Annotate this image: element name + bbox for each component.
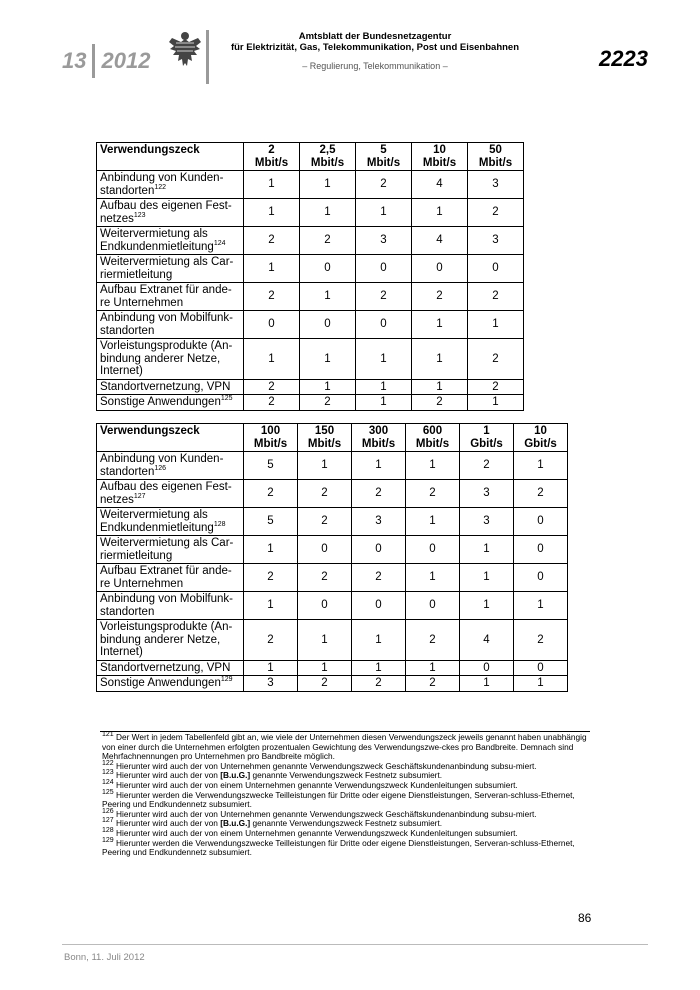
row-label [97,508,244,536]
footnote-number: 128 [102,827,114,835]
footnote-number: 124 [102,779,114,787]
column-header-bandwidth [244,143,300,171]
footnote-text: genannte Verwendungszweck Festnetz subsumiert. [250,818,443,829]
footnote-text: genannte Verwendungszweck Festnetz subsumiert. [250,770,443,781]
table-row [97,676,568,692]
bandwidth-unit: Gbit/s [524,437,557,450]
value-cell: 0 [406,536,460,564]
row-label-line: Aufbau Extranet für ande- [100,565,232,577]
value-cell: 2 [356,171,412,199]
row-label-line: standorten [100,324,155,337]
table-header-row [97,424,568,452]
value-cell: 0 [298,536,352,564]
value-cell: 0 [460,660,514,676]
column-header-bandwidth [514,424,568,452]
value-cell: 0 [514,536,568,564]
column-header-bandwidth [352,424,406,452]
table-row [97,255,524,283]
value-cell: 1 [468,311,524,339]
value-cell: 3 [468,227,524,255]
table-row [97,379,524,395]
row-label-line: Internet) [100,646,143,658]
row-label [97,395,244,411]
row-label-line: Standortvernetzung, VPN [100,661,231,674]
bandwidth-unit: Mbit/s [307,437,342,450]
title-line-2: für Elektrizität, Gas, Telekommunikation, Post und Eisenbahnen [230,42,520,53]
value-cell: 2 [298,480,352,508]
footnote [102,836,594,858]
value-cell: 0 [298,592,352,620]
footnote [102,788,594,810]
footnote [102,733,594,762]
bandwidth-value: 10 [534,425,547,437]
footnote-number: 127 [102,817,114,825]
footnote-number: 126 [102,807,114,815]
bandwidth-table-1 [96,142,524,411]
value-cell: 1 [514,452,568,480]
footnote-text: Hierunter wird auch der von Unternehmen genannte Verwendungszweck Geschäftskundenanbindung subsu-miert. [116,760,537,771]
table-row [97,508,568,536]
value-cell: 2 [514,620,568,661]
row-label [97,379,244,395]
title-line-1: Amtsblatt der Bundesnetzagentur [298,31,452,42]
value-cell: 2 [298,676,352,692]
value-cell: 1 [244,171,300,199]
row-label [97,452,244,480]
value-cell: 3 [460,480,514,508]
value-cell: 1 [352,620,406,661]
column-header-bandwidth [298,424,352,452]
row-label-line: Anbindung von Kunden- [100,172,224,184]
value-cell: 1 [406,564,460,592]
bandwidth-value: 2,5 [319,144,336,156]
value-cell: 2 [468,379,524,395]
row-label [97,171,244,199]
value-cell: 2 [244,379,300,395]
federal-eagle-icon [168,30,202,68]
value-cell: 2 [244,283,300,311]
value-cell: 0 [406,592,460,620]
footnote-number: 123 [102,769,114,777]
value-cell: 4 [412,227,468,255]
row-label-line: Standortvernetzung, VPN [100,380,231,393]
footnote-text: Hierunter wird auch der von [116,818,221,829]
column-header-bandwidth [468,143,524,171]
value-cell: 2 [468,199,524,227]
value-cell: 1 [514,676,568,692]
footnote-reference[interactable]: 122 [154,183,167,191]
value-cell: 3 [468,171,524,199]
page-number: 86 [578,911,592,925]
table-header-row [97,143,524,171]
footnote-text: Hierunter wird auch der von einem Unternehmen genannte Verwendungszweck Kundenleitungen subsumiert. [116,779,518,790]
row-label-line: Anbindung von Kunden- [100,453,224,465]
row-label-line: re Unternehmen [100,296,184,309]
publication-title [220,31,530,53]
bandwidth-unit: Gbit/s [470,437,503,450]
value-cell: 3 [356,227,412,255]
value-cell: 1 [300,379,356,395]
value-cell: 5 [244,508,298,536]
footnote-number: 122 [102,760,114,768]
value-cell: 1 [412,199,468,227]
footnote-emphasis: [B.u.G.] [220,818,251,829]
value-cell: 1 [244,660,298,676]
table-row [97,592,568,620]
value-cell: 2 [412,395,468,411]
row-label-line: Weitervermietung als [100,228,208,240]
footnote-number: 129 [102,836,114,844]
value-cell: 2 [244,564,298,592]
footnote-text: Hierunter wird auch der von [116,770,221,781]
value-cell: 1 [300,339,356,380]
footnote-reference[interactable]: 128 [213,520,226,528]
value-cell: 2 [356,283,412,311]
value-cell: 2 [352,676,406,692]
value-cell: 1 [244,255,300,283]
row-label-line: Anbindung von Mobilfunk- [100,593,233,605]
value-cell: 1 [406,660,460,676]
row-label [97,255,244,283]
value-cell: 0 [514,660,568,676]
value-cell: 3 [352,508,406,536]
value-cell: 0 [244,311,300,339]
table-row [97,171,524,199]
value-cell: 1 [460,676,514,692]
column-header-purpose: Verwendungszeck [97,424,244,452]
column-header-bandwidth [460,424,514,452]
footnote-reference[interactable]: 124 [213,239,226,247]
value-cell: 1 [298,620,352,661]
footnote-reference[interactable]: 126 [154,464,167,472]
value-cell: 0 [356,255,412,283]
value-cell: 0 [352,592,406,620]
value-cell: 2 [468,339,524,380]
column-header-bandwidth [356,143,412,171]
value-cell: 2 [406,480,460,508]
value-cell: 0 [514,508,568,536]
bandwidth-value: 1 [483,425,490,437]
row-label-line: riermietleitung [100,549,173,562]
row-label [97,311,244,339]
table-row [97,452,568,480]
row-label-line: standorten [100,184,155,197]
bandwidth-value: 150 [314,425,335,437]
value-cell: 1 [244,536,298,564]
bandwidth-value: 600 [422,425,443,437]
bandwidth-unit: Mbit/s [422,156,457,169]
row-label-line: standorten [100,605,155,618]
value-cell: 2 [352,564,406,592]
table-row [97,480,568,508]
column-header-bandwidth [406,424,460,452]
bandwidth-unit: Mbit/s [415,437,450,450]
row-label-line: netzes [100,212,134,225]
row-label-line: Weitervermietung als Car- [100,256,234,268]
row-label-line: Weitervermietung als [100,509,208,521]
footnote-emphasis: [B.u.G.] [220,770,251,781]
value-cell: 1 [300,283,356,311]
value-cell: 2 [300,395,356,411]
row-label [97,536,244,564]
row-label-line: Sonstige Anwendungen [100,677,221,689]
row-label [97,660,244,676]
table-row [97,199,524,227]
value-cell: 1 [406,452,460,480]
value-cell: 2 [298,508,352,536]
issue-number: 13 [62,48,87,73]
value-cell: 2 [244,395,300,411]
column-header-bandwidth [244,424,298,452]
value-cell: 1 [244,199,300,227]
row-label-line: Endkundenmietleitung [100,521,214,534]
value-cell: 0 [300,255,356,283]
row-label-line: Anbindung von Mobilfunk- [100,312,233,324]
row-label-line: Vorleistungsprodukte (An- [100,621,233,633]
bandwidth-value: 50 [489,144,502,156]
value-cell: 4 [460,620,514,661]
row-label [97,564,244,592]
bandwidth-value: 300 [368,425,389,437]
value-cell: 3 [460,508,514,536]
footnote-text: Hierunter werden die Verwendungszwecke Teilleistungen für Dritte oder eigene Dienstleistungen, Serveran-schluss-Ethernet, Peering und Endkundennetz subsumiert. [102,789,575,810]
value-cell: 1 [412,311,468,339]
table-row [97,660,568,676]
table-row [97,339,524,380]
issue-label [62,44,150,78]
page-number-top: 2223 [599,46,648,71]
table-row [97,283,524,311]
row-label [97,592,244,620]
table-row [97,227,524,255]
value-cell: 1 [412,339,468,380]
footnotes [102,733,594,858]
bandwidth-unit: Mbit/s [361,437,396,450]
value-cell: 2 [352,480,406,508]
row-label-line: Weitervermietung als Car- [100,537,234,549]
bandwidth-table-2 [96,423,568,692]
footnote-number: 121 [102,731,114,739]
table-row [97,395,524,411]
table-row [97,564,568,592]
bandwidth-unit: Mbit/s [366,156,401,169]
value-cell: 2 [460,452,514,480]
column-header-purpose: Verwendungszeck [97,143,244,171]
issue-divider [92,44,95,78]
value-cell: 0 [356,311,412,339]
row-label-line: Aufbau des eigenen Fest- [100,481,232,493]
row-label [97,480,244,508]
value-cell: 1 [244,339,300,380]
row-label-line: netzes [100,493,134,506]
value-cell: 1 [244,592,298,620]
value-cell: 2 [468,283,524,311]
value-cell: 1 [514,592,568,620]
value-cell: 2 [244,227,300,255]
table-row [97,620,568,661]
row-label [97,620,244,661]
header-divider [206,30,209,84]
value-cell: 1 [412,379,468,395]
footer-rule [62,944,648,945]
value-cell: 1 [406,508,460,536]
row-label [97,199,244,227]
value-cell: 1 [352,452,406,480]
publication-subtitle: – Regulierung, Telekommunikation – [302,61,448,71]
issue-year: 2012 [101,48,151,73]
value-cell: 2 [406,620,460,661]
row-label-line: Aufbau des eigenen Fest- [100,200,232,212]
row-label-line: Sonstige Anwendungen [100,396,221,408]
value-cell: 1 [300,199,356,227]
value-cell: 2 [406,676,460,692]
value-cell: 1 [298,660,352,676]
bandwidth-unit: Mbit/s [310,156,345,169]
row-label-line: bindung anderer Netze, [100,352,221,365]
footnote-text: Hierunter wird auch der von Unternehmen genannte Verwendungszweck Geschäftskundenanbindung subsu-miert. [116,808,537,819]
row-label-line: riermietleitung [100,268,173,281]
value-cell: 2 [300,227,356,255]
row-label-line: bindung anderer Netze, [100,633,221,646]
row-label [97,676,244,692]
footnote-reference[interactable]: 127 [133,492,146,500]
row-label-line: Vorleistungsprodukte (An- [100,340,233,352]
value-cell: 0 [300,311,356,339]
bandwidth-value: 10 [433,144,446,156]
value-cell: 2 [244,480,298,508]
value-cell: 2 [412,283,468,311]
footnote-text: Hierunter werden die Verwendungszwecke Teilleistungen für Dritte oder eigene Dienstleistungen, Serveran-schluss-Ethernet, Peering und Endkundennetz subsumiert. [102,837,575,858]
bandwidth-value: 5 [380,144,387,156]
bandwidth-value: 2 [268,144,275,156]
value-cell: 1 [460,592,514,620]
footnote-reference[interactable]: 125 [220,395,233,403]
bandwidth-value: 100 [260,425,281,437]
row-label-line: Endkundenmietleitung [100,240,214,253]
column-header-bandwidth [412,143,468,171]
value-cell: 2 [514,480,568,508]
footnote-text: Der Wert in jedem Tabellenfeld gibt an, wie viele der Unternehmen diesen Verwendungszeck jeweils genannt haben unabhängig von einer durch die Unternehmen erfolgten prozentualen Gewichtung des Verwendungszwe-ckes pro Bandbreite. Demnach sind Mehrfachnennungen pro Unternehmen pro Bandbreite möglich. [102,732,587,762]
row-label-line: re Unternehmen [100,577,184,590]
value-cell: 4 [412,171,468,199]
row-label [97,339,244,380]
value-cell: 0 [352,536,406,564]
value-cell: 1 [356,339,412,380]
row-label-line: Aufbau Extranet für ande- [100,284,232,296]
footnote-reference[interactable]: 129 [220,676,233,684]
value-cell: 2 [244,620,298,661]
row-label [97,227,244,255]
value-cell: 1 [356,199,412,227]
table-row [97,311,524,339]
value-cell: 1 [298,452,352,480]
footnote-number: 125 [102,788,114,796]
row-label-line: Internet) [100,365,143,377]
row-label-line: standorten [100,465,155,478]
value-cell: 5 [244,452,298,480]
value-cell: 0 [412,255,468,283]
value-cell: 1 [460,536,514,564]
footnote-reference[interactable]: 123 [133,211,146,219]
value-cell: 1 [468,395,524,411]
footer-date: Bonn, 11. Juli 2012 [64,952,145,963]
value-cell: 0 [514,564,568,592]
footnote-text: Hierunter wird auch der von einem Unternehmen genannte Verwendungszweck Kundenleitungen subsumiert. [116,827,518,838]
value-cell: 2 [298,564,352,592]
value-cell: 1 [300,171,356,199]
value-cell: 1 [460,564,514,592]
value-cell: 1 [356,395,412,411]
value-cell: 1 [356,379,412,395]
bandwidth-unit: Mbit/s [253,437,288,450]
table-row [97,536,568,564]
row-label [97,283,244,311]
value-cell: 0 [468,255,524,283]
bandwidth-unit: Mbit/s [254,156,289,169]
bandwidth-unit: Mbit/s [478,156,513,169]
column-header-bandwidth [300,143,356,171]
value-cell: 3 [244,676,298,692]
value-cell: 1 [352,660,406,676]
